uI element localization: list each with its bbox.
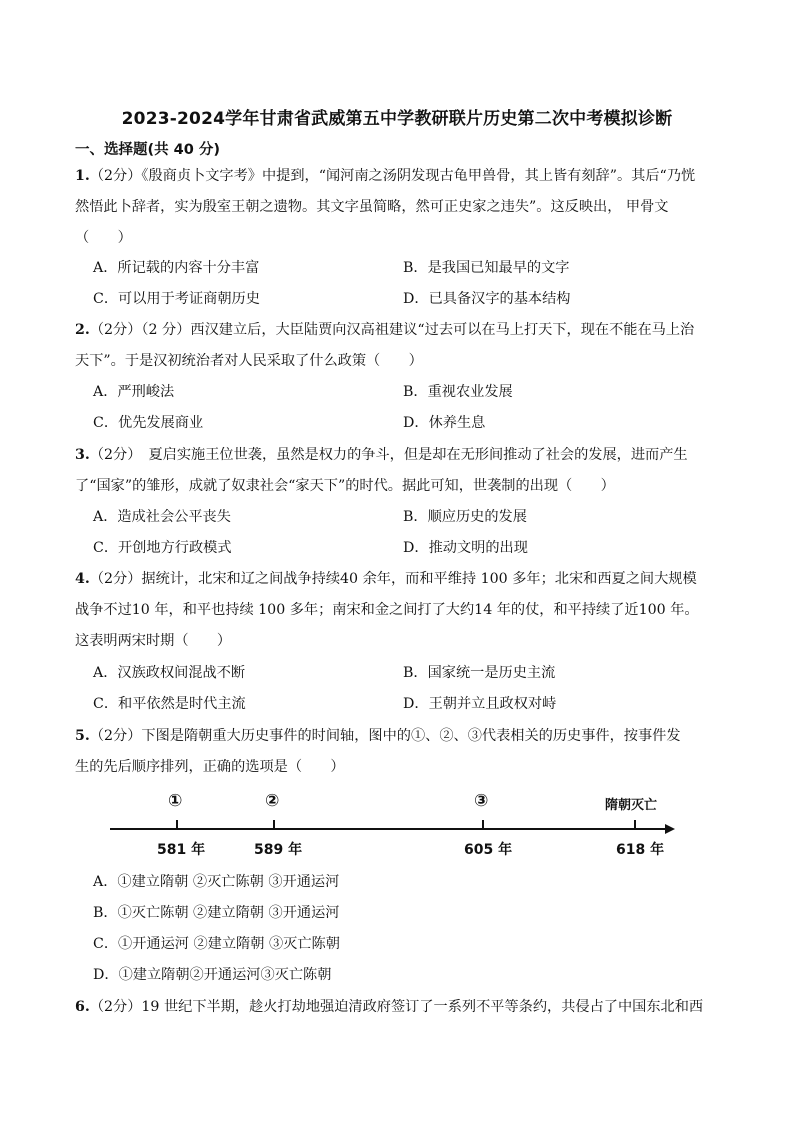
timeline-year: 605 年	[464, 842, 513, 858]
question-number: 2.	[75, 322, 90, 338]
q2-option-a: A．严刑峻法	[93, 384, 175, 400]
question-text: （2分）19 世纪下半期，趁火打劫地强迫清政府签订了一系列不平等条约，共侵占了中国东北和西	[89, 999, 704, 1015]
question-5-line-1	[75, 726, 725, 746]
q1-option-b: B．是我国已知最早的文字	[403, 260, 570, 276]
timeline-figure	[100, 788, 690, 863]
question-number: 5.	[75, 728, 90, 744]
question-1-line-3: （ ）	[75, 230, 132, 246]
question-4-line-3: 这表明两宋时期（ ）	[75, 633, 232, 649]
question-number: 1.	[75, 168, 90, 184]
q4-option-a: A．汉族政权间混战不断	[93, 665, 246, 681]
question-text: （2分）据统计，北宋和辽之间战争持续40 余年，而和平维持 100 多年；北宋和西夏之间大规模	[89, 571, 697, 587]
q4-option-d: D．王朝并立且政权对峙	[403, 696, 557, 712]
timeline-marker-1: ①	[168, 791, 183, 811]
q4-option-c: C．和平依然是时代主流	[93, 696, 246, 712]
q1-option-a: A．所记载的内容十分丰富	[93, 260, 260, 276]
timeline-arrowhead	[665, 824, 675, 834]
timeline-marker-2: ②	[265, 791, 280, 811]
q5-option-c: C．①开通运河 ②建立隋朝 ③灭亡陈朝	[93, 936, 340, 952]
question-text: （2分）《殷商贞卜文字考》中提到，“闻河南之汤阴发现古龟甲兽骨，其上皆有刻辞”。其后“乃恍	[89, 168, 696, 184]
timeline-year: 581 年	[157, 842, 206, 858]
question-2-line-1	[75, 320, 725, 340]
question-2-line-2: 天下”。于是汉初统治者对人民采取了什么政策（ ）	[75, 353, 423, 369]
q1-option-d: D．已具备汉字的基本结构	[403, 291, 571, 307]
question-4-line-2: 战争不过10 年，和平也持续 100 多年；南宋和金之间打了大约14 年的仗，和平持续了近100 年。	[75, 602, 699, 618]
q3-option-a: A．造成社会公平丧失	[93, 509, 231, 525]
timeline-year: 618 年	[616, 842, 665, 858]
q5-option-d: D．①建立隋朝②开通运河③灭亡陈朝	[93, 967, 332, 983]
timeline-marker-end: 隋朝灭亡	[605, 798, 658, 813]
q5-option-a: A．①建立隋朝 ②灭亡陈朝 ③开通运河	[93, 874, 340, 890]
timeline-marker-3: ③	[474, 791, 489, 811]
section-heading: 一、选择题(共 40 分)	[75, 142, 221, 158]
q2-option-d: D．休养生息	[403, 415, 486, 431]
q3-option-c: C．开创地方行政模式	[93, 540, 232, 556]
question-number: 3.	[75, 447, 90, 463]
q4-option-b: B．国家统一是历史主流	[403, 665, 556, 681]
question-4-line-1	[75, 569, 725, 589]
question-number: 4.	[75, 571, 90, 587]
q3-option-d: D．推动文明的出现	[403, 540, 528, 556]
question-text: （2分） 夏启实施王位世袭，虽然是权力的争斗，但是却在无形间推动了社会的发展，进而产生	[89, 447, 688, 463]
question-3-line-1	[75, 445, 725, 465]
page-title: 2023-2024学年甘肃省武威第五中学教研联片历史第二次中考模拟诊断	[121, 109, 673, 129]
q3-option-b: B．顺应历史的发展	[403, 509, 527, 525]
q1-option-c: C．可以用于考证商朝历史	[93, 291, 260, 307]
q2-option-c: C．优先发展商业	[93, 415, 204, 431]
question-text: （2分）（2 分）西汉建立后，大臣陆贾向汉高祖建议“过去可以在马上打天下，现在不能在马上治	[89, 322, 695, 338]
timeline-year: 589 年	[254, 842, 303, 858]
q2-option-b: B．重视农业发展	[403, 384, 513, 400]
question-5-line-2: 生的先后顺序排列，正确的选项是（ ）	[75, 759, 345, 775]
question-text: （2分）下图是隋朝重大历史事件的时间轴，图中的①、②、③代表相关的历史事件，按事件发	[89, 728, 681, 744]
question-1-line-2: 然悟此卜辞者，实为殷室王朝之遗物。其文字虽简略，然可正史家之违失”。这反映出， 甲骨文	[75, 199, 669, 215]
question-number: 6.	[75, 999, 90, 1015]
question-3-line-2: 了“国家”的雏形，成就了奴隶社会“家天下”的时代。据此可知，世袭制的出现（ ）	[75, 478, 615, 494]
question-6-line-1	[75, 997, 725, 1017]
question-1-line-1	[75, 166, 725, 186]
q5-option-b: B．①灭亡陈朝 ②建立隋朝 ③开通运河	[93, 905, 340, 921]
